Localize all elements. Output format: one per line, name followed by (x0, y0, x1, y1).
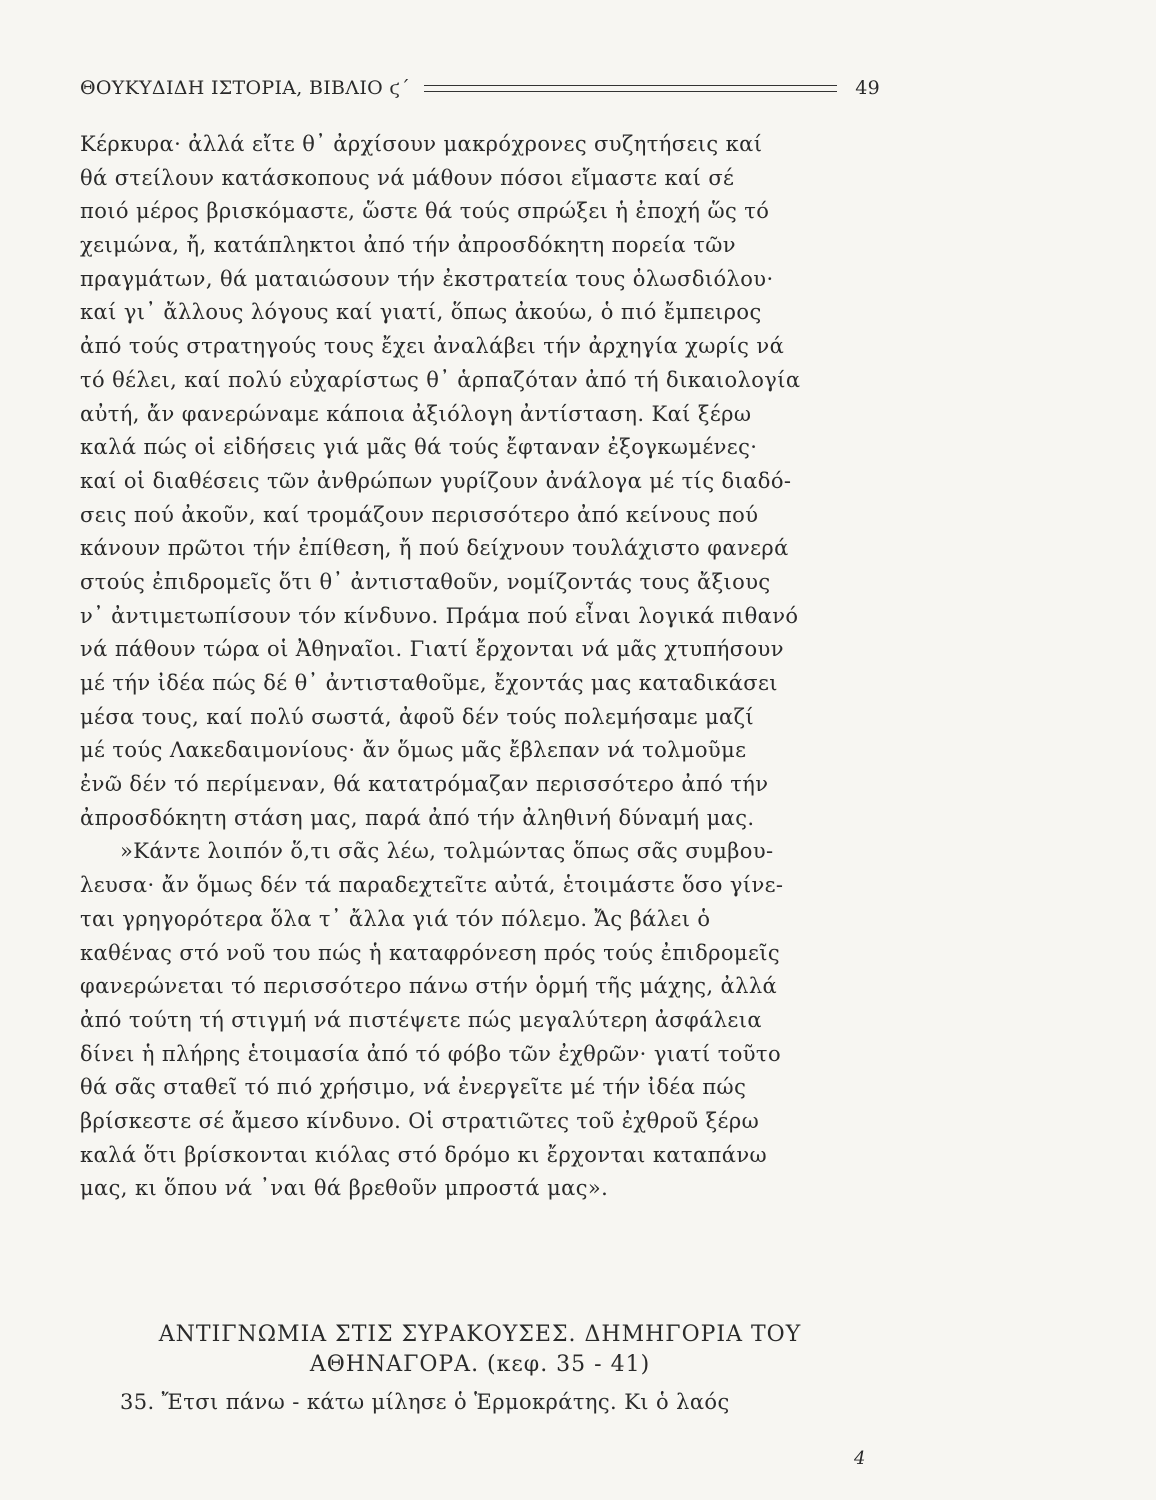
text-line: καθένας στό νοῦ του πώς ἡ καταφρόνεση πρός τούς ἐπιδρομεῖς (80, 940, 781, 965)
text-line: χειμώνα, ἤ, κατάπληκτοι ἀπό τήν ἀπροσδόκητη πορεία τῶν (80, 233, 736, 258)
text-line: θά στείλουν κατάσκοπους νά μάθουν πόσοι εἴμαστε καί σέ (80, 165, 735, 190)
text-line: ἀπό τούτη τή στιγμή νά πιστέψετε πώς μεγαλύτερη ἀσφάλεια (80, 1007, 762, 1032)
text-line: βρίσκεστε σέ ἄμεσο κίνδυνο. Οἱ στρατιῶτες τοῦ ἐχθροῦ ξέρω (80, 1108, 760, 1133)
section-heading-line-1: ΑΝΤΙΓΝΩΜΙΑ ΣΤΙΣ ΣΥΡΑΚΟΥΣΕΣ. ΔΗΜΗΓΟΡΙΑ ΤΟΥ (158, 1322, 802, 1347)
text-line: καλά πώς οἱ εἰδήσεις γιά μᾶς θά τούς ἔφταναν ἐξογκωμένες· (80, 435, 758, 460)
text-line: μέσα τους, καί πολύ σωστά, ἀφοῦ δέν τούς πολεμήσαμε μαζί (80, 704, 755, 729)
text-line: νά πάθουν τώρα οἱ Ἀθηναῖοι. Γιατί ἔρχονται νά μᾶς χτυπήσουν (80, 637, 784, 662)
text-line: σεις πού ἀκοῦν, καί τρομάζουν περισσότερο ἀπό κείνους πού (80, 502, 759, 527)
text-line: Κέρκυρα· ἀλλά εἴτε θ᾿ ἀρχίσουν μακρόχρονες συζητήσεις καί (80, 132, 763, 156)
text-line: ἀπροσδόκητη στάση μας, παρά ἀπό τήν ἀληθινή δύναμή μας. (80, 805, 755, 830)
text-line: ἀπό τούς στρατηγούς τους ἔχει ἀναλάβει τήν ἀρχηγία χωρίς νά (80, 334, 785, 359)
text-line: μέ τούς Λακεδαιμονίους· ἄν ὅμως μᾶς ἔβλεπαν νά τολμοῦμε (80, 738, 747, 763)
text-line: φανερώνεται τό περισσότερο πάνω στήν ὁρμή τῆς μάχης, ἀλλά (80, 974, 778, 999)
text-line: μας, κι ὅπου νά ᾿ναι θά βρεθοῦν μπροστά μας». (80, 1176, 609, 1201)
running-title: ΘΟΥΚΥΔΙΔΗ ΙΣΤΟΡΙΑ, ΒΙΒΛΙΟ ϛ΄ (80, 77, 411, 99)
body-text (80, 128, 880, 1206)
running-header (80, 74, 880, 102)
section-heading (80, 1320, 880, 1380)
section-heading-line-2: ΑΘΗΝΑΓΟΡΑ. (κεφ. 35 - 41) (309, 1352, 651, 1377)
text-line: μέ τήν ἰδέα πώς δέ θ᾿ ἀντισταθοῦμε, ἔχοντάς μας καταδικάσει (80, 671, 778, 695)
text-line: αὐτή, ἄν φανερώναμε κάποια ἀξιόλογη ἀντίσταση. Καί ξέρω (80, 401, 752, 426)
text-line: ται γρηγορότερα ὅλα τ᾿ ἄλλα γιά τόν πόλεμο. Ἄς βάλει ὁ (80, 906, 711, 931)
text-line: ποιό μέρος βρισκόμαστε, ὥστε θά τούς σπρώξει ἡ ἐποχή ὥς τό (80, 199, 770, 224)
text-line: καί οἱ διαθέσεις τῶν ἀνθρώπων γυρίζουν ἀνάλογα μέ τίς διαδό- (80, 468, 792, 493)
text-line: δίνει ἡ πλήρης ἑτοιμασία ἀπό τό φόβο τῶν ἐχθρῶν· γιατί τοῦτο (80, 1041, 781, 1066)
text-line: καί γι᾿ ἄλλους λόγους καί γιατί, ὅπως ἀκούω, ὁ πιό ἔμπειρος (80, 300, 762, 325)
header-double-rule (424, 85, 837, 92)
text-line: τό θέλει, καί πολύ εὐχαρίστως θ᾿ ἁρπαζόταν ἀπό τή δικαιολογία (80, 367, 801, 392)
page-number: 49 (855, 77, 880, 99)
text-line: κάνουν πρῶτοι τήν ἐπίθεση, ἤ πού δείχνουν τουλάχιστο φανερά (80, 536, 789, 561)
text-line: στούς ἐπιδρομεῖς ὅτι θ᾿ ἀντισταθοῦν, νομίζοντάς τους ἄξιους (80, 569, 771, 594)
chapter-start-line: 35. Ἔτσι πάνω - κάτω μίλησε ὁ Ἑρμοκράτης. Κι ὁ λαός (120, 1390, 730, 1414)
paragraph-start-line: »Κάντε λοιπόν ὅ,τι σᾶς λέω, τολμώντας ὅπως σᾶς συμβου- (120, 839, 774, 864)
text-line: λευσα· ἄν ὅμως δέν τά παραδεχτεῖτε αὐτά, ἑτοιμάστε ὅσο γίνε- (80, 873, 784, 898)
signature-mark: 4 (854, 1448, 866, 1469)
text-line: πραγμάτων, θά ματαιώσουν τήν ἐκστρατεία τους ὁλωσδιόλου· (80, 266, 774, 291)
text-line: ἐνῶ δέν τό περίμεναν, θά κατατρόμαζαν περισσότερο ἀπό τήν (80, 772, 769, 797)
text-line: θά σᾶς σταθεῖ τό πιό χρήσιμο, νά ἐνεργεῖτε μέ τήν ἰδέα πώς (80, 1075, 747, 1100)
text-line: καλά ὅτι βρίσκονται κιόλας στό δρόμο κι ἔρχονται καταπάνω (80, 1142, 768, 1167)
text-line: ν᾿ ἀντιμετωπίσουν τόν κίνδυνο. Πράμα πού εἶναι λογικά πιθανό (80, 603, 799, 628)
